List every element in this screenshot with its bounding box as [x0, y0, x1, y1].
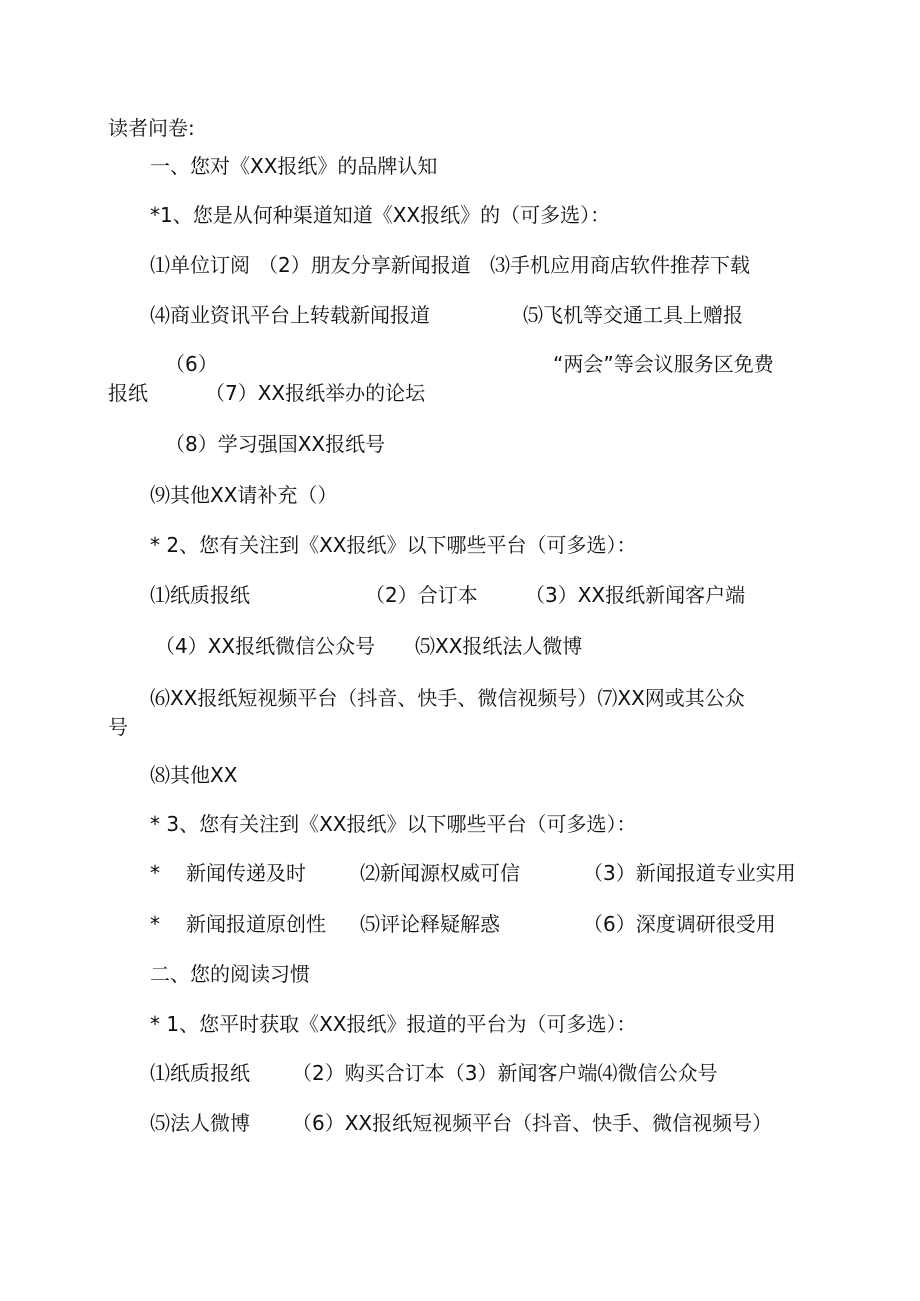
q1-1-option-5: ⑸飞机等交通工具上赠报 — [523, 303, 743, 327]
q1-1-option-6-text: “两会”等会议服务区免费 — [553, 352, 774, 376]
q1-1-option-6-number: （6） — [165, 352, 218, 376]
q1-2-option-7-continued: 号 — [108, 715, 128, 739]
q2-1-option-5: ⑸法人微博 — [150, 1111, 250, 1135]
q1-2-option-1: ⑴纸质报纸 — [150, 583, 250, 607]
q1-3-option-1: 新闻传递及时 — [186, 861, 306, 885]
q1-3-option-4: 新闻报道原创性 — [186, 912, 326, 936]
q2-1-option-6: （6）XX报纸短视频平台（抖音、快手、微信视频号） — [292, 1111, 773, 1135]
q1-1-option-8: （8）学习强国XX报纸号 — [165, 432, 386, 456]
q1-1-option-4: ⑷商业资讯平台上转载新闻报道 — [150, 303, 430, 327]
q1-1-option-6-text-continued: 报纸 — [108, 381, 148, 405]
q1-3-option-6: （6）深度调研很受用 — [583, 912, 776, 936]
q2-1-option-1: ⑴纸质报纸 — [150, 1061, 250, 1085]
q1-3-option-3: （3）新闻报道专业实用 — [583, 861, 796, 885]
q1-2-option-2: （2）合订本 — [365, 583, 478, 607]
q1-3-option-2: ⑵新闻源权威可信 — [360, 861, 520, 885]
q1-2-option-8: ⑻其他XX — [150, 763, 238, 787]
q1-1-option-2: （2）朋友分享新闻报道 — [258, 253, 471, 277]
question-1-3-prompt: * 3、您有关注到《XX报纸》以下哪些平台（可多选）： — [150, 812, 637, 836]
q1-1-option-3: ⑶手机应用商店软件推荐下载 — [490, 253, 750, 277]
question-1-2-prompt: * 2、您有关注到《XX报纸》以下哪些平台（可多选）： — [150, 533, 637, 557]
q1-2-option-3: （3）XX报纸新闻客户端 — [525, 583, 746, 607]
q1-1-option-1: ⑴单位订阅 — [150, 253, 250, 277]
section-2-heading: 二、您的阅读习惯 — [150, 962, 310, 986]
question-1-1-prompt: *1、您是从何种渠道知道《XX报纸》的（可多选）： — [150, 203, 611, 227]
q1-1-option-7: （7）XX报纸举办的论坛 — [205, 381, 426, 405]
q1-3-option-4-mark: * — [150, 912, 160, 936]
section-1-heading: 一、您对《XX报纸》的品牌认知 — [150, 154, 438, 178]
q1-2-option-5: ⑸XX报纸法人微博 — [415, 634, 583, 658]
q1-1-option-9: ⑼其他XX请补充（） — [150, 483, 338, 507]
q2-1-options-2-4: （2）购买合订本（3）新闻客户端⑷微信公众号 — [292, 1061, 718, 1085]
q1-2-option-6-7: ⑹XX报纸短视频平台（抖音、快手、微信视频号）⑺XX网或其公众 — [150, 686, 745, 710]
question-2-1-prompt: * 1、您平时获取《XX报纸》报道的平台为（可多选）： — [150, 1012, 637, 1036]
document-title: 读者问卷: — [108, 116, 195, 140]
q1-3-option-5: ⑸评论释疑解惑 — [360, 912, 500, 936]
q1-3-option-1-mark: * — [150, 861, 160, 885]
q1-2-option-4: （4）XX报纸微信公众号 — [155, 634, 376, 658]
